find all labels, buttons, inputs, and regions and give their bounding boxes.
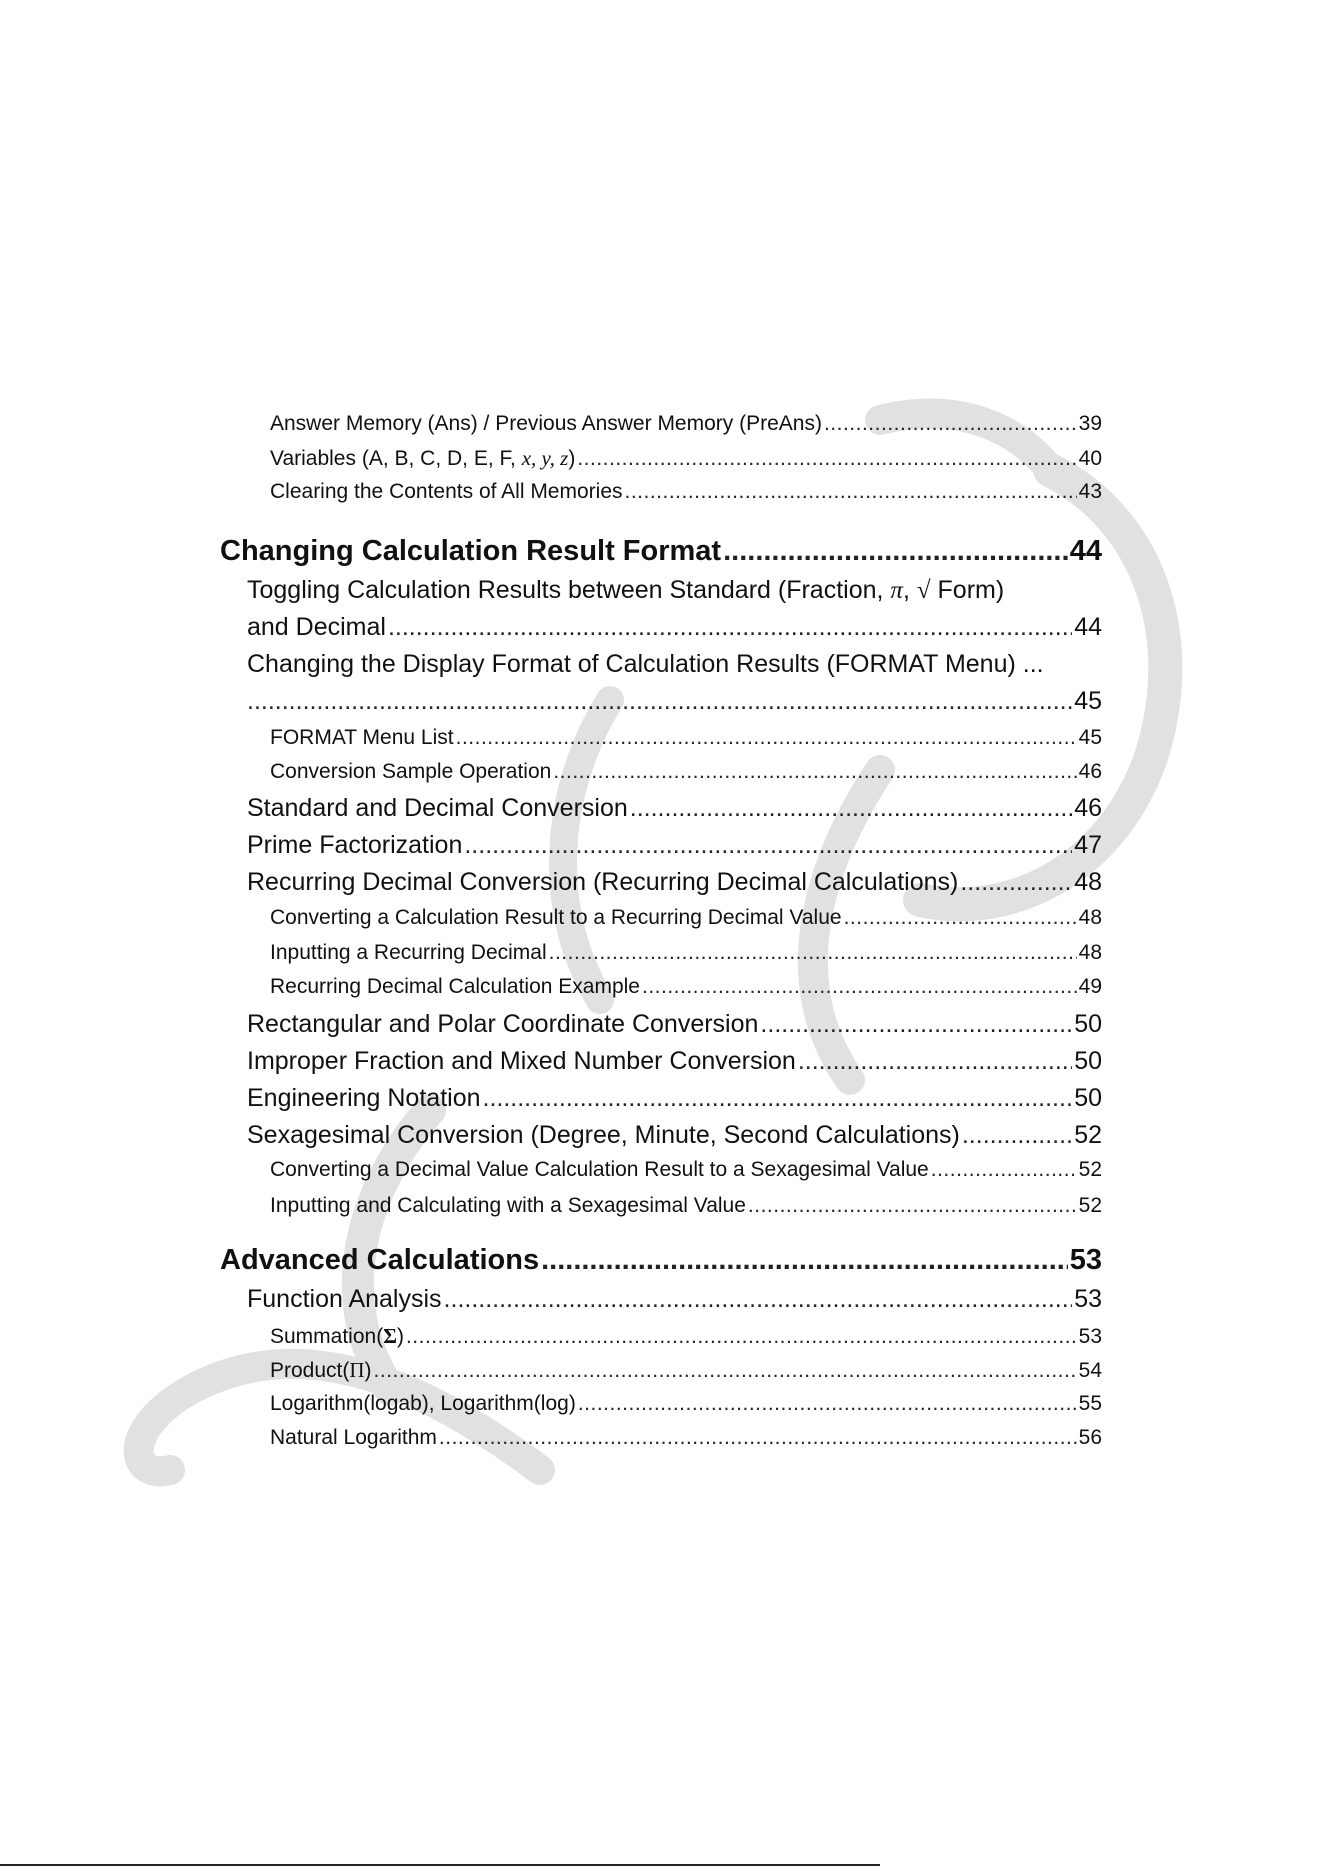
toc-entry-label: Logarithm(logab), Logarithm(log) — [270, 1392, 576, 1415]
toc-entry-label: Clearing the Contents of All Memories — [270, 480, 623, 503]
dot-leader — [553, 760, 1076, 784]
toc-entry[interactable] — [247, 1047, 1102, 1076]
toc-entry-label: FORMAT Menu List — [270, 726, 454, 749]
sqrt-symbol: √ — [916, 577, 931, 604]
sigma-symbol: Σ — [383, 1324, 397, 1348]
toc-page-number: 54 — [1078, 1359, 1102, 1382]
toc-entry-label-prefix: Toggling Calculation Results between Standard (Fraction, — [247, 576, 891, 604]
toc-entry-label-suffix: ) — [364, 1359, 372, 1382]
toc-entry-label: Function Analysis — [247, 1285, 442, 1313]
dot-leader — [549, 941, 1077, 965]
toc-entry-label: Inputting and Calculating with a Sexagesimal Value — [270, 1194, 746, 1217]
toc-entry-label: Answer Memory (Ans) / Previous Answer Memory (PreAns) — [270, 412, 822, 435]
dot-leader — [247, 687, 1072, 716]
section-title: Advanced Calculations — [220, 1244, 540, 1276]
toc-entry-label: Recurring Decimal Conversion (Recurring Decimal Calculations) — [247, 868, 959, 896]
toc-page-number: 48 — [1078, 941, 1102, 964]
toc-entry-label: Engineering Notation — [247, 1084, 481, 1112]
toc-page-number: 47 — [1074, 831, 1102, 859]
toc-entry[interactable] — [247, 1285, 1102, 1314]
dot-leader — [962, 1121, 1072, 1150]
toc-entry-label: Converting a Decimal Value Calculation Result to a Sexagesimal Value — [270, 1158, 929, 1181]
toc-entry-label-math: x, y, z — [521, 446, 569, 470]
toc-page-number: 44 — [1069, 535, 1102, 567]
toc-page-number: 53 — [1069, 1244, 1102, 1276]
toc-section-heading[interactable] — [220, 535, 1102, 568]
toc-page-number: 56 — [1078, 1426, 1102, 1449]
dot-leader — [844, 906, 1077, 930]
toc-page-number: 53 — [1078, 1325, 1102, 1348]
toc-entry-separator: , — [902, 576, 917, 604]
dot-leader — [760, 1010, 1072, 1039]
toc-page-number: 45 — [1074, 687, 1102, 715]
toc-page-number: 39 — [1078, 412, 1102, 435]
toc-entry[interactable] — [247, 687, 1102, 716]
dot-leader — [406, 1325, 1077, 1349]
toc-entry[interactable] — [247, 868, 1102, 897]
toc-entry[interactable] — [270, 1426, 1102, 1450]
dot-leader — [541, 1244, 1068, 1277]
dot-leader — [578, 1392, 1077, 1416]
toc-entry[interactable] — [270, 1358, 1102, 1383]
toc-entry[interactable] — [270, 941, 1102, 965]
toc-entry[interactable] — [247, 1084, 1102, 1113]
toc-entry-label: Standard and Decimal Conversion — [247, 794, 628, 822]
toc-page-number: 40 — [1078, 447, 1102, 470]
toc-entry-label: Improper Fraction and Mixed Number Conversion — [247, 1047, 796, 1075]
section-title: Changing Calculation Result Format — [220, 535, 722, 567]
toc-entry-label-prefix: Product( — [270, 1359, 350, 1382]
toc-entry-label: and Decimal — [247, 613, 386, 641]
toc-entry-label: Changing the Display Format of Calculation Results (FORMAT Menu) ... — [247, 650, 1044, 678]
dot-leader — [483, 1084, 1073, 1113]
toc-entry-label-suffix: ) — [396, 1325, 404, 1348]
dot-leader — [464, 831, 1072, 860]
toc-page-number: 46 — [1078, 760, 1102, 783]
toc-entry-label: Sexagesimal Conversion (Degree, Minute, Second Calculations) — [247, 1121, 960, 1149]
toc-entry-label — [270, 1358, 372, 1383]
toc-entry-label: Natural Logarithm — [270, 1426, 437, 1449]
toc-entry[interactable] — [270, 1392, 1102, 1416]
pi-product-symbol: Π — [349, 1358, 365, 1382]
toc-entry-label: Converting a Calculation Result to a Recurring Decimal Value — [270, 906, 842, 929]
toc-entry[interactable] — [247, 831, 1102, 860]
toc-entry[interactable] — [270, 412, 1102, 436]
toc-entry[interactable] — [270, 726, 1102, 750]
toc-page-number: 50 — [1074, 1084, 1102, 1112]
toc-page-number: 52 — [1074, 1121, 1102, 1149]
dot-leader — [960, 868, 1072, 897]
dot-leader — [630, 794, 1072, 823]
toc-entry[interactable] — [270, 446, 1102, 471]
toc-entry[interactable] — [247, 794, 1102, 823]
toc-entry-label: Inputting a Recurring Decimal — [270, 941, 547, 964]
toc-page-number: 52 — [1078, 1194, 1102, 1217]
toc-entry[interactable] — [247, 613, 1102, 642]
toc-page-number: 44 — [1074, 613, 1102, 641]
toc-entry-label: Conversion Sample Operation — [270, 760, 552, 783]
toc-section-heading[interactable] — [220, 1244, 1102, 1277]
toc-page-number: 53 — [1074, 1285, 1102, 1313]
toc-entry-line[interactable] — [247, 576, 1102, 605]
toc-entry[interactable] — [247, 1010, 1102, 1039]
dot-leader — [642, 975, 1077, 999]
dot-leader — [723, 535, 1068, 568]
toc-page-number: 50 — [1074, 1047, 1102, 1075]
dot-leader — [439, 1426, 1077, 1450]
toc-entry[interactable] — [270, 1158, 1102, 1182]
toc-entry[interactable] — [270, 906, 1102, 930]
toc-entry-label — [270, 446, 575, 471]
dot-leader — [748, 1194, 1077, 1218]
toc-entry[interactable] — [270, 1324, 1102, 1349]
toc-entry[interactable] — [247, 1121, 1102, 1150]
toc-entry-label: Rectangular and Polar Coordinate Conversion — [247, 1010, 759, 1038]
toc-entry-label-prefix: Variables (A, B, C, D, E, F, — [270, 447, 522, 470]
dot-leader — [625, 480, 1077, 504]
dot-leader — [798, 1047, 1072, 1076]
toc-page-number: 45 — [1078, 726, 1102, 749]
toc-entry-label: Prime Factorization — [247, 831, 463, 859]
toc-page-number: 48 — [1074, 868, 1102, 896]
toc-page-number: 48 — [1078, 906, 1102, 929]
dot-leader — [388, 613, 1072, 642]
toc-page-number: 52 — [1078, 1158, 1102, 1181]
dot-leader — [577, 447, 1076, 471]
dot-leader — [456, 726, 1077, 750]
toc-entry[interactable] — [270, 760, 1102, 784]
toc-page-number: 49 — [1078, 975, 1102, 998]
toc-entry-label-suffix: Form) — [930, 576, 1005, 604]
page-bottom-rule — [0, 1864, 880, 1866]
toc-page-number: 55 — [1078, 1392, 1102, 1415]
toc-entry[interactable] — [270, 975, 1102, 999]
toc-entry-label-suffix: ) — [568, 447, 576, 470]
dot-leader — [374, 1359, 1077, 1383]
toc-entry-label — [270, 1324, 404, 1349]
toc-entry-line[interactable] — [247, 650, 1102, 679]
toc-entry[interactable] — [270, 1194, 1102, 1218]
pi-symbol: π — [890, 577, 903, 604]
toc-page-number: 46 — [1074, 794, 1102, 822]
toc-page-number: 43 — [1078, 480, 1102, 503]
dot-leader — [824, 412, 1077, 436]
toc-entry-label: Recurring Decimal Calculation Example — [270, 975, 640, 998]
dot-leader — [444, 1285, 1073, 1314]
toc-entry-label-prefix: Summation( — [270, 1325, 384, 1348]
dot-leader — [931, 1158, 1077, 1182]
toc-page-number: 50 — [1074, 1010, 1102, 1038]
toc-entry[interactable] — [270, 480, 1102, 504]
